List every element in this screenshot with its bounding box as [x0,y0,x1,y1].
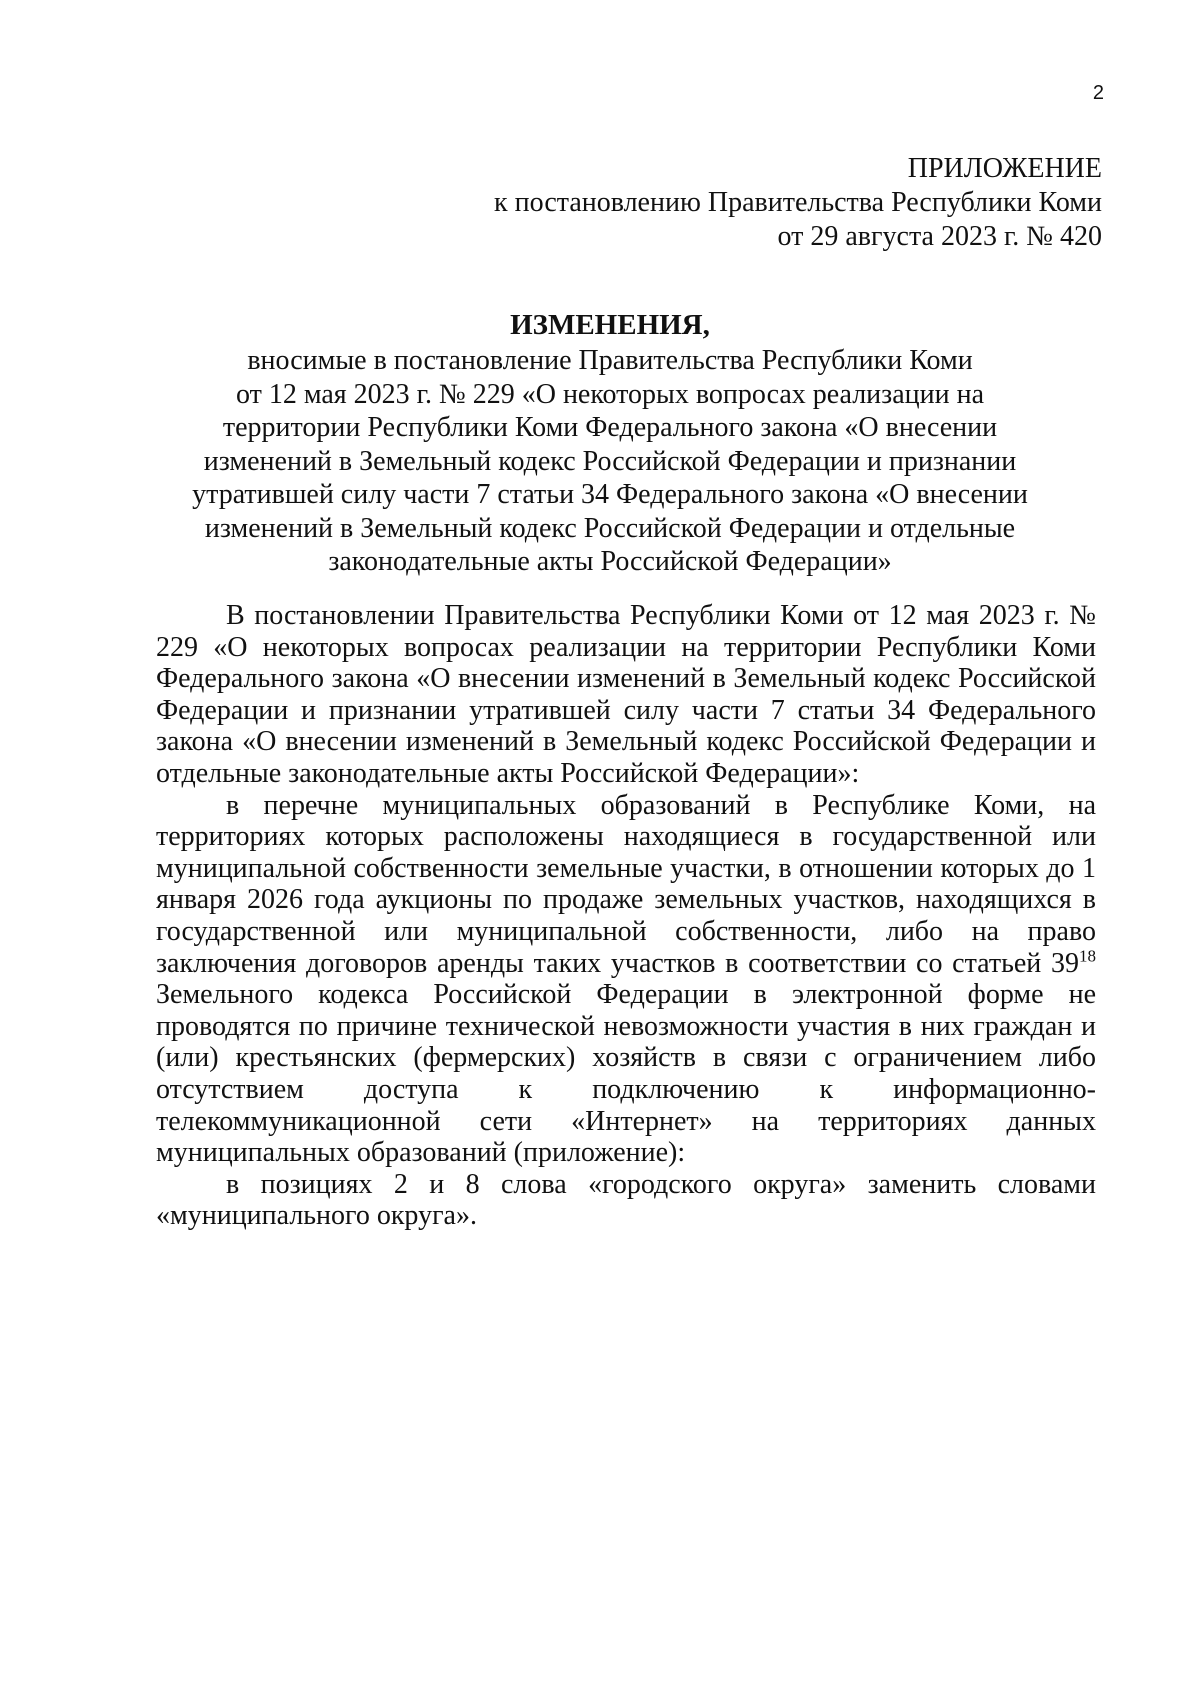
subtitle-line: утратившей силу части 7 статьи 34 Федерального закона «О внесении [192,479,1028,510]
paragraph-text: Земельного кодекса Российской Федерации в электронной форме не проводятся по причине технической невозможности участия в них граждан и (или) крестьянских (фермерских) хозяйств в связи с ограничением либо отсутствием доступа к подключению к информационно-телекоммуникационной сети «Интернет» на территориях данных муниципальных образований (приложение): [156,979,1096,1169]
subtitle-line: изменений в Земельный кодекс Российской Федерации и признании [203,445,1017,477]
body-paragraph-list [156,790,1096,1169]
subtitle-line: вносимые в постановление Правительства Республики Коми [247,345,973,376]
appendix-heading: ПРИЛОЖЕНИЕ [907,153,1102,184]
body-paragraph-change: в позициях 2 и 8 слова «городского округа» заменить словами «муниципального округа». [156,1168,1096,1232]
page-number: 2 [1092,82,1104,104]
paragraph-text: в перечне муниципальных образований в Республике Коми, на территориях которых расположены находящиеся в государственной или муниципальной собственности земельные участки, в отношении которых до 1 января 2026 года аукционы по продаже земельных участков, находящихся в государственной или муниципальной собственности, либо на право заключения договоров аренды таких участков в соответствии со статьей 39 [156,789,1096,979]
subtitle-line: законодательные акты Российской Федерации» [328,546,892,577]
article-superscript: 18 [1079,946,1096,966]
document-title: ИЗМЕНЕНИЯ, [510,309,710,341]
subtitle-line: территории Республики Коми Федерального закона «О внесении [222,412,998,443]
title-block [150,308,1070,579]
appendix-date-number: от 29 августа 2023 г. № 420 [777,221,1102,252]
appendix-header [302,152,1102,254]
document-subtitle [150,344,1070,579]
subtitle-line: от 12 мая 2023 г. № 229 «О некоторых вопросах реализации на [235,378,985,410]
subtitle-line: изменений в Земельный кодекс Российской Федерации и отдельные [204,512,1016,544]
document-body [156,600,1096,1232]
body-paragraph-intro: В постановлении Правительства Республики Коми от 12 мая 2023 г. № 229 «О некоторых вопросах реализации на территории Республики Коми Федерального закона «О внесении изменений в Земельный кодекс Российской Федерации и признании утратившей силу части 7 статьи 34 Федерального закона «О внесении изменений в Земельный кодекс Российской Федерации и отдельные законодательные акты Российской Федерации»: [156,600,1096,789]
appendix-reference: к постановлению Правительства Республики Коми [494,187,1102,218]
